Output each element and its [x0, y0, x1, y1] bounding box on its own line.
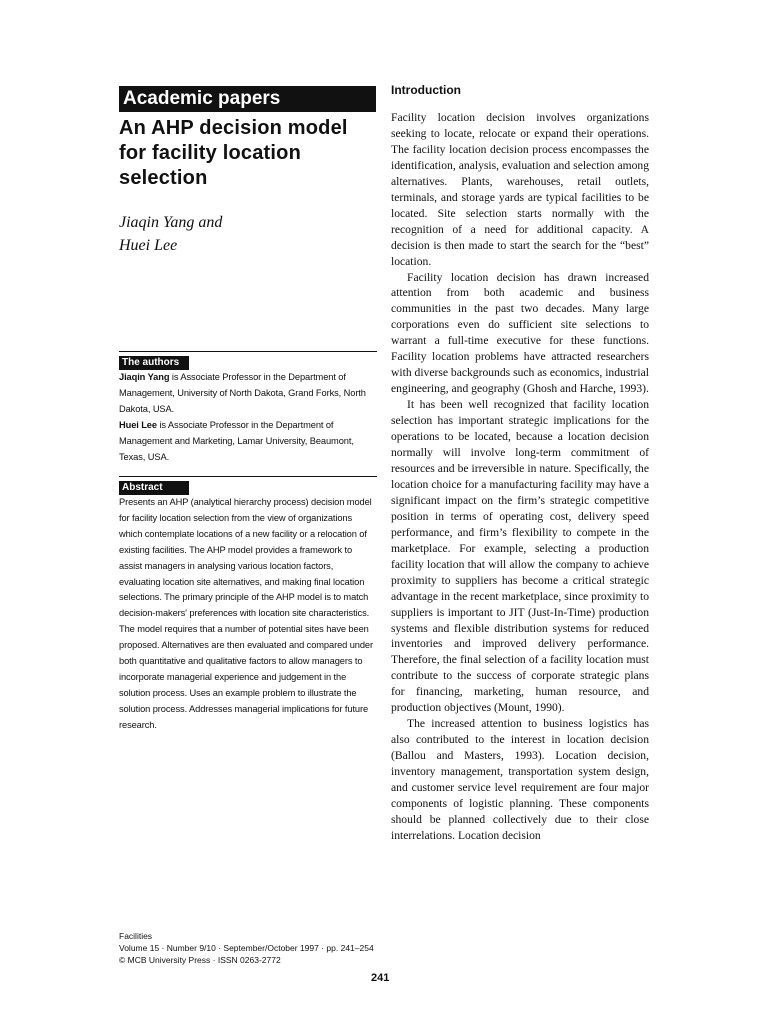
citation-footer: [119, 930, 379, 966]
abstract-rule: [119, 476, 377, 477]
intro-paragraph-3: It has been well recognized that facility location selection has important strategic implications for the operations to be located, because a location decision normally will involve long-term commitment of resources and be irreversible in nature. Specifically, the location choice for a manufacturing facility may have a significant impact on the firm’s strategic competitive position in terms of operating cost, delivery speed performance, and firm’s flexibility to compete in the marketplace. For example, selecting a production facility location that will allow the company to achieve proximity to suppliers has become a critical strategic advantage in the recent marketplace, since proximity to suppliers is important to JIT (Just-In-Time) production systems and flexible distribution systems for reduced inventories and improved delivery performance. Therefore, the final selection of a facility location must contribute to the success of corporate strategic plans for financing, marketing, human resource, and production objectives (Mount, 1990).: [391, 398, 649, 715]
abstract-box: [119, 476, 377, 734]
authors-box: [119, 351, 377, 465]
intro-paragraph-4: The increased attention to business logistics has also contributed to the interest in location decision (Ballou and Masters, 1993). Location decision, inventory management, transportation system design, and customer service level requirement are four major components of logistic planning. These components should be planned collectively due to their close interrelations. Location decision: [391, 717, 649, 842]
author-1-bio: is Associate Professor in the Department of Management, University of North Dakota, Grand Forks, North Dakota, USA.: [119, 372, 366, 414]
authors-label: The authors: [119, 356, 189, 370]
intro-paragraph-1: Facility location decision involves organizations seeking to locate, relocate or expand their operations. The facility location decision process encompasses the identification, analysis, evaluation and selection among alternatives. Plants, warehouses, retail outlets, terminals, and storage yards are typical facilities to be located. Site selection starts normally with the recognition of a need for additional capacity. A decision is then made to start the search for the “best” location.: [391, 111, 649, 268]
author-line-1: Jiaqin Yang and: [119, 214, 223, 231]
introduction-column: [391, 82, 649, 844]
authors-text: [119, 370, 377, 465]
author-2-name: Huei Lee: [119, 419, 157, 430]
journal-name: Facilities: [119, 931, 153, 941]
page-number: 241: [371, 972, 390, 984]
author-names: [119, 211, 377, 257]
author-line-2: Huei Lee: [119, 237, 178, 254]
author-1-name: Jiaqin Yang: [119, 372, 170, 382]
section-label: Academic papers: [119, 86, 376, 112]
volume-info: Volume 15 · Number 9/10 · September/October 1997 · pp. 241–254: [119, 943, 374, 953]
authors-rule: [119, 351, 377, 352]
publisher-info: © MCB University Press · ISSN 0263-2772: [119, 955, 281, 965]
intro-paragraph-2: Facility location decision has drawn increased attention from both academic and business communities in the past two decades. Many large corporations even do sufficient site selections to warrant a full-time executive for these functions. Facility location problems have attracted researchers with diverse backgrounds such as economics, industrial engineering, and geography (Ghosh and Harche, 1993).: [391, 270, 649, 396]
abstract-text: Presents an AHP (analytical hierarchy process) decision model for facility location selection from the view of organizations which contemplate locations of a new facility or a relocation of existing facilities. The AHP model provides a framework to assist managers in analysing various location factors, evaluating location site alternatives, and making final location selections. The primary principle of the AHP model is to match decision-makers' preferences with location site characteristics. The model requires that a number of potential sites have been proposed. Alternatives are then evaluated and compared under both quantitative and qualitative factors to allow managers to incorporate managerial experience and judgement in the solution process. Uses an example problem to illustrate the solution process. Addresses managerial implications for future research.: [119, 497, 373, 730]
article-title: An AHP decision model for facility location selection: [119, 117, 348, 189]
title-block: [119, 86, 377, 257]
introduction-heading: Introduction: [391, 83, 461, 97]
abstract-label: Abstract: [119, 481, 189, 495]
author-2-bio: is Associate Professor in the Department of Management and Marketing, Lamar University, Beaumont, Texas, USA.: [119, 419, 354, 462]
